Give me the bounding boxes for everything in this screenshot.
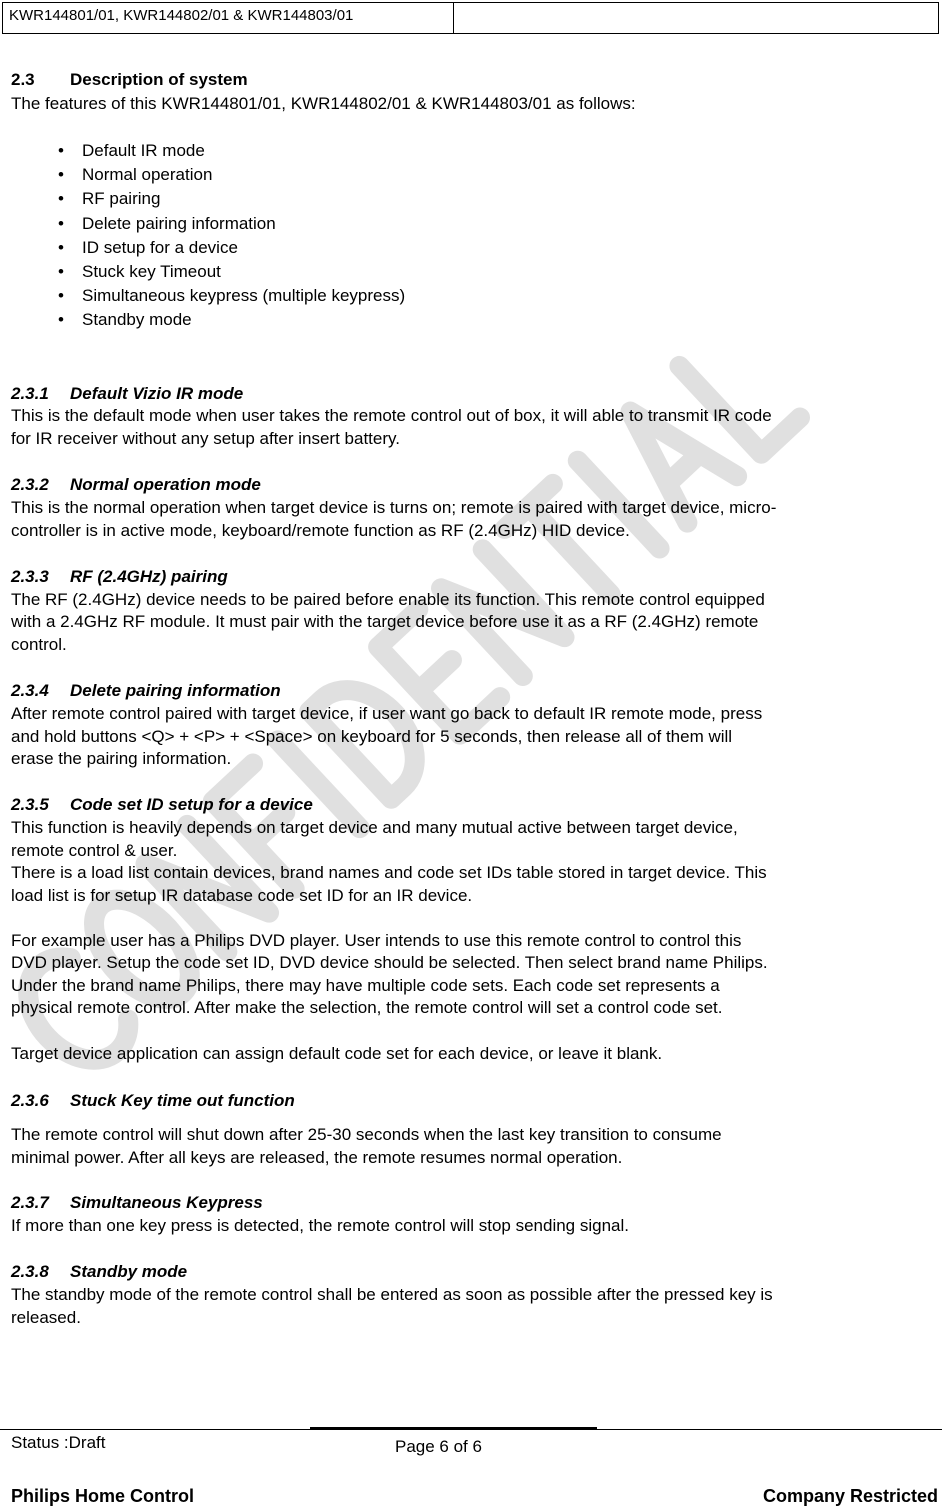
subsection-number: 2.3.1 [11, 384, 49, 403]
bullet-icon: • [58, 141, 64, 160]
body-text-line: remote control & user. [11, 841, 178, 860]
footer-page-number: Page 6 of 6 [395, 1437, 482, 1456]
subsection-title: Simultaneous Keypress [70, 1193, 263, 1212]
body-text-line: After remote control paired with target device, if user want go back to default IR remote mode, press [11, 704, 763, 723]
subsection-heading-s237 [11, 1193, 263, 1213]
footer-company: Philips Home Control [11, 1486, 195, 1506]
subsection-heading-s238 [11, 1262, 187, 1282]
body-text-line: The RF (2.4GHz) device needs to be paired before enable its function. This remote control equipped [11, 590, 765, 609]
subsection-heading-s235 [11, 795, 313, 815]
bullet-icon: • [58, 310, 64, 329]
subsection-number: 2.3.6 [11, 1091, 49, 1110]
section-heading-2-3 [11, 70, 248, 90]
list-item: Stuck key Timeout [82, 262, 221, 281]
subsection-title: Delete pairing information [70, 681, 281, 700]
subsection-heading-s232 [11, 475, 261, 495]
list-item: RF pairing [82, 189, 161, 208]
body-text-line: Target device application can assign default code set for each device, or leave it blank. [11, 1044, 663, 1063]
list-item: Standby mode [82, 310, 192, 329]
list-item: Normal operation [82, 165, 213, 184]
header-table [2, 2, 939, 34]
body-text-line: There is a load list contain devices, brand names and code set IDs table stored in target device. This [11, 863, 767, 882]
body-text-line: The remote control will shut down after 25-30 seconds when the last key transition to consume [11, 1125, 722, 1144]
bullet-icon: • [58, 286, 64, 305]
body-text-line: and hold buttons <Q> + <P> + <Space> on keyboard for 5 seconds, then release all of them will [11, 727, 733, 746]
subsection-number: 2.3.5 [11, 795, 49, 814]
subsection-heading-s234 [11, 681, 281, 701]
list-item: Simultaneous keypress (multiple keypress) [82, 286, 406, 305]
footer-center-rule [310, 1427, 597, 1430]
list-item: ID setup for a device [82, 238, 238, 257]
watermark-letter-shape [679, 330, 800, 454]
body-text-line: This is the normal operation when target device is turns on; remote is paired with target device, micro- [11, 498, 777, 517]
body-text-line: erase the pairing information. [11, 749, 232, 768]
body-text-line: for IR receiver without any setup after insert battery. [11, 429, 400, 448]
body-text-line: This function is heavily depends on target device and many mutual active between target device, [11, 818, 738, 837]
subsection-heading-s233 [11, 567, 228, 587]
body-text-line: controller is in active mode, keyboard/remote function as RF (2.4GHz) HID device. [11, 521, 630, 540]
body-text-line: The standby mode of the remote control shall be entered as soon as possible after the pressed key is [11, 1285, 773, 1304]
intro-text: The features of this KWR144801/01, KWR144802/01 & KWR144803/01 as follows: [11, 94, 636, 113]
body-text-line: For example user has a Philips DVD player. User intends to use this remote control to control this [11, 931, 742, 950]
list-item: Delete pairing information [82, 214, 276, 233]
subsection-title: Stuck Key time out function [70, 1091, 295, 1110]
bullet-icon: • [58, 165, 64, 184]
header-right-cell [454, 3, 466, 33]
subsection-number: 2.3.4 [11, 681, 49, 700]
subsection-number: 2.3.3 [11, 567, 49, 586]
body-text-line: DVD player. Setup the code set ID, DVD device should be selected. Then select brand name Philips. [11, 953, 768, 972]
subsection-title: Normal operation mode [70, 475, 261, 494]
body-text-line: released. [11, 1308, 81, 1327]
subsection-number: 2.3.7 [11, 1193, 49, 1212]
body-text-line: with a 2.4GHz RF module. It must pair with the target device before use it as a RF (2.4GHz) remote [11, 612, 759, 631]
body-text-line: This is the default mode when user takes the remote control out of box, it will able to transmit IR code [11, 406, 772, 425]
body-text-line: If more than one key press is detected, the remote control will stop sending signal. [11, 1216, 629, 1235]
body-text-line: physical remote control. After make the selection, the remote control will set a control code set. [11, 998, 723, 1017]
subsection-title: RF (2.4GHz) pairing [70, 567, 228, 586]
body-text-line: Under the brand name Philips, there may have multiple code sets. Each code set represents a [11, 976, 720, 995]
body-text-line: control. [11, 635, 67, 654]
subsection-number: 2.3.2 [11, 475, 49, 494]
subsection-title: Standby mode [70, 1262, 188, 1281]
header-doc-id: KWR144801/01, KWR144802/01 & KWR144803/01 [3, 3, 454, 33]
bullet-icon: • [58, 262, 64, 281]
list-item: Default IR mode [82, 141, 205, 160]
section-number: 2.3 [11, 70, 35, 89]
subsection-heading-s236 [11, 1091, 295, 1111]
subsection-number: 2.3.8 [11, 1262, 49, 1281]
body-text-line: minimal power. After all keys are released, the remote resumes normal operation. [11, 1148, 623, 1167]
subsection-title: Code set ID setup for a device [70, 795, 313, 814]
section-title: Description of system [70, 70, 248, 89]
bullet-icon: • [58, 189, 64, 208]
subsection-title: Default Vizio IR mode [70, 384, 244, 403]
subsection-heading-s231 [11, 384, 243, 404]
body-text-line: load list is for setup IR database code set ID for an IR device. [11, 886, 473, 905]
footer-status: Status :Draft [11, 1433, 106, 1452]
footer-classification: Company Restricted [762, 1486, 938, 1506]
bullet-icon: • [58, 238, 64, 257]
bullet-icon: • [58, 214, 64, 233]
